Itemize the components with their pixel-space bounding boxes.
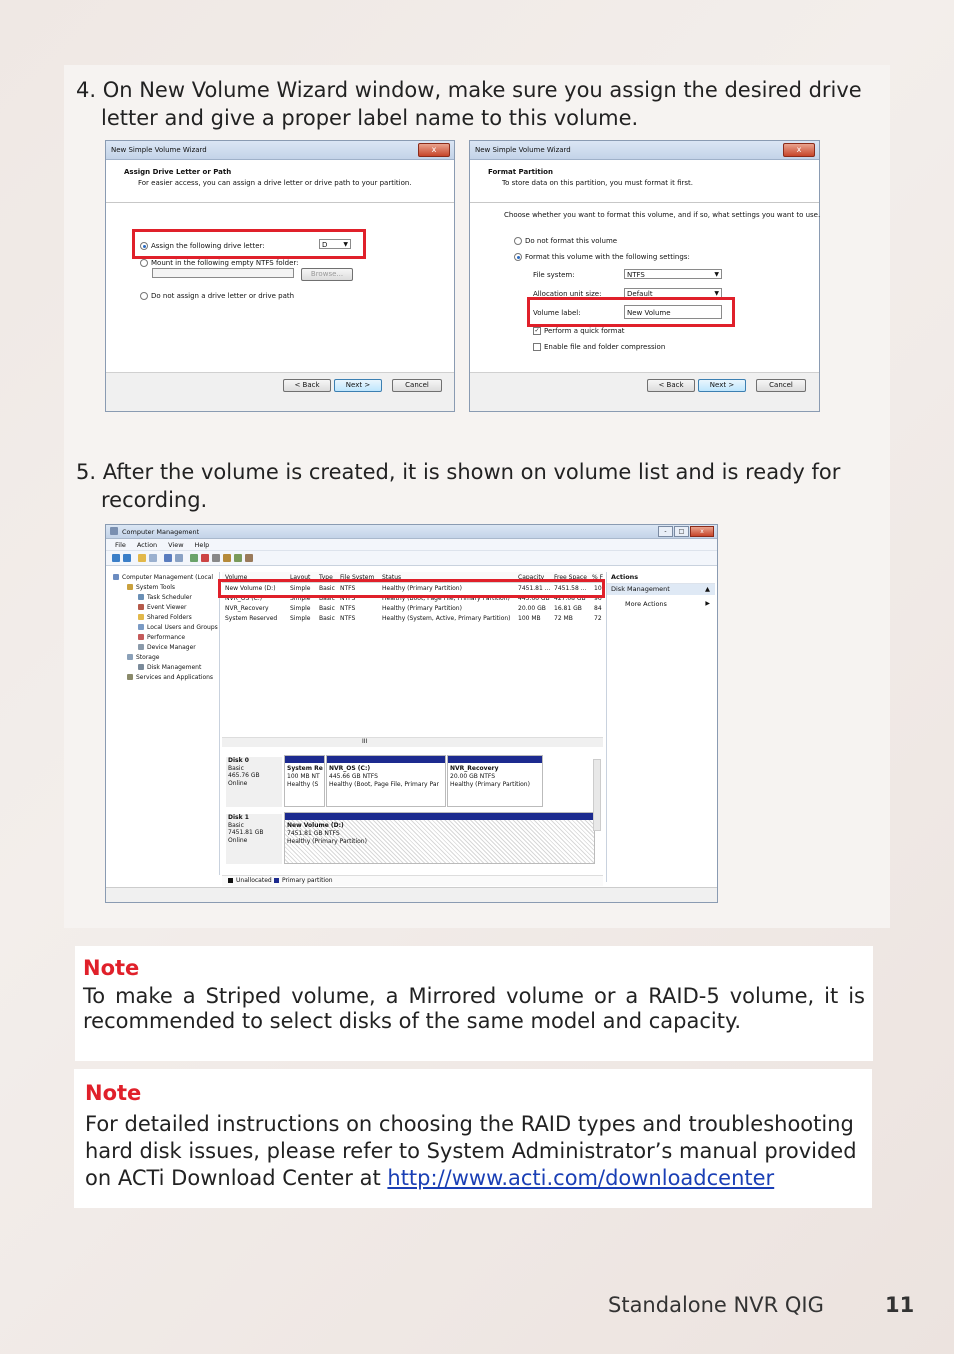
format-radio[interactable] bbox=[514, 253, 522, 261]
back-button[interactable]: < Back bbox=[647, 379, 695, 392]
step-5-text bbox=[76, 458, 876, 514]
cm-tree bbox=[109, 572, 220, 875]
col-layout[interactable]: Layout bbox=[290, 574, 311, 581]
disk-0-type: Basic bbox=[228, 764, 244, 772]
disk-1-type: Basic bbox=[228, 821, 244, 829]
note-2-body bbox=[85, 1111, 865, 1192]
back-button[interactable]: < Back bbox=[283, 379, 331, 392]
col-percent-free[interactable]: % F bbox=[592, 574, 604, 581]
next-button[interactable]: Next > bbox=[334, 379, 382, 392]
cancel-button[interactable]: Cancel bbox=[756, 379, 806, 392]
col-volume[interactable]: Volume bbox=[225, 574, 248, 581]
mount-folder-label: Mount in the following empty NTFS folder: bbox=[151, 259, 299, 267]
no-format-label: Do not format this volume bbox=[525, 237, 618, 245]
volume-label-label: Volume label: bbox=[533, 309, 581, 317]
wizard-2-header bbox=[470, 160, 819, 203]
drive-letter-value: D bbox=[322, 241, 328, 249]
wizard-2-heading: Format Partition bbox=[488, 168, 553, 176]
wizard-1-subheading: For easier access, you can assign a drive letter or drive path to your partition. bbox=[138, 179, 412, 187]
close-icon[interactable]: x bbox=[418, 143, 450, 157]
clock-icon bbox=[138, 594, 144, 600]
wizard-2-titlebar bbox=[470, 141, 819, 160]
wizard-1-header bbox=[106, 160, 454, 203]
disk-0-info[interactable] bbox=[226, 757, 282, 807]
disk-management-icon bbox=[138, 664, 144, 670]
note-box-1 bbox=[75, 946, 873, 1061]
shared-folder-icon bbox=[138, 614, 144, 620]
scroll-thumb[interactable]: III bbox=[362, 738, 368, 745]
partition-nvr-recovery[interactable]: NVR_Recovery 20.00 GB NTFS Healthy (Primary Partition) bbox=[447, 755, 543, 807]
partition-new-volume[interactable]: New Volume (D:) 7451.81 GB NTFS Healthy (Primary Partition) bbox=[284, 812, 595, 864]
tree-item-shared-folders[interactable]: Shared Folders bbox=[138, 614, 192, 621]
search-icon[interactable] bbox=[234, 554, 242, 562]
chevron-down-icon: ▼ bbox=[343, 241, 348, 248]
tree-item-system-tools[interactable]: System Tools bbox=[127, 584, 175, 591]
close-icon[interactable]: x bbox=[690, 526, 714, 537]
disk-1-state: Online bbox=[228, 836, 248, 844]
performance-icon bbox=[138, 634, 144, 640]
drive-letter-highlight bbox=[132, 229, 366, 259]
file-system-label: File system: bbox=[533, 271, 575, 279]
col-type[interactable]: Type bbox=[319, 574, 333, 581]
tree-item-services[interactable]: Services and Applications bbox=[127, 674, 213, 681]
mount-folder-input[interactable] bbox=[152, 268, 294, 278]
chevron-up-icon: ▲ bbox=[705, 585, 710, 593]
disk-map bbox=[222, 747, 603, 875]
wrench-icon[interactable] bbox=[212, 554, 220, 562]
format-label: Format this volume with the following settings: bbox=[525, 253, 690, 261]
note-2-title: Note bbox=[85, 1081, 142, 1105]
legend-unallocated: Unallocated bbox=[236, 877, 272, 884]
chevron-right-icon: ▶ bbox=[705, 600, 710, 607]
allocation-size-label: Allocation unit size: bbox=[533, 290, 602, 298]
disk-0-size: 465.76 GB bbox=[228, 772, 260, 779]
action-disk-management[interactable]: Disk Management ▲ bbox=[607, 584, 715, 595]
wizard-1-title: New Simple Volume Wizard bbox=[111, 146, 207, 154]
col-file-system[interactable]: File System bbox=[340, 574, 375, 581]
storage-icon bbox=[127, 654, 133, 660]
users-icon bbox=[138, 624, 144, 630]
table-row[interactable]: NVR_OS (C:) Simple Basic NTFS Healthy (Boot, Page File, Primary Partition) 445.66 GB 427.08 GB 96 bbox=[225, 595, 602, 602]
quick-format-label: Perform a quick format bbox=[544, 327, 625, 335]
folder-icon[interactable] bbox=[223, 554, 231, 562]
tree-item-storage[interactable]: Storage bbox=[127, 654, 159, 661]
cm-titlebar bbox=[106, 525, 717, 539]
action-more-actions[interactable]: More Actions bbox=[625, 600, 667, 608]
horizontal-scrollbar[interactable] bbox=[222, 737, 603, 747]
wizard-1-heading: Assign Drive Letter or Path bbox=[124, 168, 232, 176]
compression-checkbox[interactable] bbox=[533, 343, 541, 351]
cancel-button[interactable]: Cancel bbox=[392, 379, 442, 392]
console-tree-icon[interactable] bbox=[149, 554, 157, 562]
file-system-value: NTFS bbox=[627, 271, 645, 279]
window-controls bbox=[657, 526, 714, 536]
cm-toolbar bbox=[106, 551, 717, 566]
legend-primary: Primary partition bbox=[282, 877, 333, 884]
no-format-radio[interactable] bbox=[514, 237, 522, 245]
disk-0-state: Online bbox=[228, 779, 248, 787]
volume-label-value: New Volume bbox=[627, 309, 671, 317]
tools-icon bbox=[127, 584, 133, 590]
note-1-body: To make a Striped volume, a Mirrored volume or a RAID-5 volume, it is recommended to select disks of the same model and capacity. bbox=[83, 984, 865, 1033]
disk-icon[interactable] bbox=[245, 554, 253, 562]
step-4-text bbox=[76, 76, 876, 132]
delete-icon[interactable] bbox=[201, 554, 209, 562]
close-icon[interactable]: x bbox=[783, 143, 815, 157]
wizard-assign-drive-window bbox=[105, 140, 455, 412]
folder-up-icon[interactable] bbox=[138, 554, 146, 562]
compression-label: Enable file and folder compression bbox=[544, 343, 666, 351]
file-system-select[interactable] bbox=[624, 269, 722, 279]
partition-nvr-os[interactable]: NVR_OS (C:) 445.66 GB NTFS Healthy (Boot, Page File, Primary Par bbox=[326, 755, 446, 807]
col-free-space[interactable]: Free Space bbox=[554, 574, 587, 581]
step-4-line-1: 4. On New Volume Wizard window, make sure you assign the desired drive bbox=[76, 78, 862, 102]
no-letter-label: Do not assign a drive letter or drive path bbox=[151, 292, 295, 300]
properties-icon[interactable] bbox=[175, 554, 183, 562]
menu-action[interactable]: Action bbox=[136, 541, 158, 549]
maximize-icon[interactable]: □ bbox=[674, 526, 689, 537]
services-icon bbox=[127, 674, 133, 680]
menu-view[interactable]: View bbox=[168, 541, 184, 549]
actions-pane bbox=[606, 572, 715, 882]
computer-management-icon bbox=[110, 527, 118, 535]
tree-item-performance[interactable]: Performance bbox=[138, 634, 185, 641]
next-button[interactable]: Next > bbox=[698, 379, 746, 392]
cm-menubar bbox=[106, 539, 717, 551]
event-viewer-icon bbox=[138, 604, 144, 610]
download-center-link[interactable]: http://www.acti.com/downloadcenter bbox=[387, 1166, 775, 1190]
wizard-2-subheading: To store data on this partition, you must format it first. bbox=[502, 179, 693, 187]
quick-format-checkbox[interactable]: ✓ bbox=[534, 327, 540, 334]
tree-item-event-viewer[interactable]: Event Viewer bbox=[138, 604, 187, 611]
document-title: Standalone NVR QIG bbox=[608, 1293, 824, 1317]
chevron-down-icon: ▼ bbox=[714, 271, 719, 278]
col-capacity[interactable]: Capacity bbox=[518, 574, 545, 581]
legend bbox=[222, 875, 603, 886]
wizard-2-footer bbox=[470, 372, 819, 411]
disk-0-name: Disk 0 bbox=[228, 757, 249, 764]
mount-folder-radio[interactable] bbox=[140, 259, 148, 267]
wizard-2-title: New Simple Volume Wizard bbox=[475, 146, 571, 154]
status-bar bbox=[106, 887, 717, 902]
tree-item-device-manager[interactable]: Device Manager bbox=[138, 644, 196, 651]
step-4-line-2: letter and give a proper label name to this volume. bbox=[101, 106, 639, 130]
wizard-2-body bbox=[470, 203, 819, 373]
cm-title: Computer Management bbox=[122, 528, 200, 536]
step-5-line-1: 5. After the volume is created, it is shown on volume list and is ready for bbox=[76, 460, 841, 484]
allocation-size-value: Default bbox=[627, 290, 653, 298]
no-letter-radio[interactable] bbox=[140, 292, 148, 300]
note-box-2 bbox=[74, 1069, 872, 1208]
computer-icon bbox=[113, 574, 119, 580]
minimize-icon[interactable]: - bbox=[658, 526, 673, 537]
table-row[interactable]: NVR_Recovery Simple Basic NTFS Healthy (Primary Partition) 20.00 GB 16.81 GB 84 bbox=[225, 605, 602, 612]
chevron-down-icon: ▼ bbox=[714, 290, 719, 297]
assign-letter-label: Assign the following drive letter: bbox=[151, 242, 265, 250]
actions-header: Actions bbox=[607, 572, 715, 584]
page-number: 11 bbox=[885, 1293, 915, 1317]
disk-1-info[interactable] bbox=[226, 814, 282, 864]
wizard-1-titlebar bbox=[106, 141, 454, 160]
partition-system-reserved[interactable]: System Re 100 MB NT Healthy (S bbox=[284, 755, 325, 807]
col-status[interactable]: Status bbox=[382, 574, 402, 581]
unallocated-swatch bbox=[228, 878, 233, 883]
note-1-title: Note bbox=[83, 956, 140, 980]
tree-item-task-scheduler[interactable]: Task Scheduler bbox=[138, 594, 192, 601]
wizard-1-footer bbox=[106, 372, 454, 411]
menu-file[interactable]: File bbox=[115, 541, 126, 549]
forward-arrow-icon[interactable] bbox=[123, 554, 131, 562]
disk-1-name: Disk 1 bbox=[228, 814, 249, 821]
disk-1-size: 7451.81 GB bbox=[228, 829, 264, 836]
step-5-line-2: recording. bbox=[101, 488, 208, 512]
volume-label-highlight bbox=[527, 297, 735, 327]
table-row[interactable]: System Reserved Simple Basic NTFS Healthy (System, Active, Primary Partition) 100 MB 72 MB 72 bbox=[225, 615, 602, 622]
primary-swatch bbox=[274, 878, 279, 883]
menu-help[interactable]: Help bbox=[194, 541, 210, 549]
wizard-format-partition-window bbox=[469, 140, 820, 412]
browse-button[interactable]: Browse... bbox=[301, 268, 353, 281]
device-manager-icon bbox=[138, 644, 144, 650]
back-arrow-icon[interactable] bbox=[112, 554, 120, 562]
help-icon[interactable] bbox=[164, 554, 172, 562]
table-row[interactable]: New Volume (D:) Simple Basic NTFS Healthy (Primary Partition) 7451.81 ... 7451.58 ... 100 bbox=[225, 585, 606, 592]
note-2-text: For detailed instructions on choosing the RAID types and troubleshooting hard disk issues, please refer to System Administrator’s manual provided on ACTi Download Center at bbox=[85, 1112, 857, 1190]
tree-item-computer-management[interactable]: Computer Management (Local bbox=[113, 574, 213, 581]
disk-map-scrollbar[interactable] bbox=[593, 759, 601, 831]
check-icon[interactable] bbox=[190, 554, 198, 562]
tree-item-local-users[interactable]: Local Users and Groups bbox=[138, 624, 218, 631]
format-intro: Choose whether you want to format this volume, and if so, what settings you want to use. bbox=[504, 211, 821, 219]
tree-item-disk-management[interactable]: Disk Management bbox=[138, 664, 201, 671]
